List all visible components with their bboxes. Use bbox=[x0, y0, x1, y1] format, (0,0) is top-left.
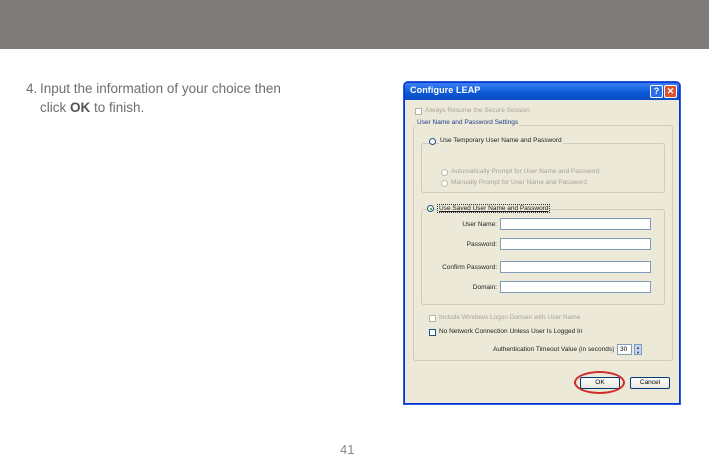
use-saved-radio[interactable] bbox=[427, 205, 434, 212]
page-number: 41 bbox=[340, 442, 355, 456]
timeout-label: Authentication Timeout Value (in seconds) bbox=[493, 346, 615, 353]
instruction-line-1: Input the information of your choice then bbox=[40, 81, 281, 96]
spin-down-icon: ▼ bbox=[636, 350, 640, 355]
use-temporary-radio[interactable] bbox=[429, 138, 436, 145]
instruction-prefix: click bbox=[40, 100, 70, 115]
user-name-input[interactable] bbox=[500, 218, 651, 230]
domain-label: Domain: bbox=[472, 284, 497, 291]
credentials-group-label: User Name and Password Settings bbox=[417, 119, 519, 126]
instruction-ok-emphasis: OK bbox=[70, 100, 91, 115]
no-network-label: No Network Connection Unless User Is Logged In bbox=[439, 328, 583, 335]
ok-highlight-circle bbox=[574, 371, 625, 394]
include-domain-checkbox[interactable] bbox=[429, 315, 436, 322]
domain-input[interactable] bbox=[500, 281, 651, 293]
password-input[interactable] bbox=[500, 238, 651, 250]
ok-button[interactable]: OK bbox=[580, 377, 620, 389]
always-resume-checkbox[interactable] bbox=[415, 108, 422, 115]
instruction-suffix: to finish. bbox=[90, 100, 145, 115]
password-label: Password: bbox=[466, 241, 497, 248]
manual-prompt-label: Manually Prompt for User Name and Password bbox=[451, 179, 587, 186]
always-resume-label: Always Resume the Secure Session bbox=[425, 107, 530, 114]
dialog-title: Configure LEAP bbox=[410, 85, 481, 95]
configure-leap-dialog bbox=[404, 82, 680, 404]
manual-prompt-radio[interactable] bbox=[441, 180, 448, 187]
include-domain-label: Include Windows Logon Domain with User Name bbox=[439, 314, 581, 321]
use-saved-label: Use Saved User Name and Password bbox=[439, 205, 549, 212]
timeout-spinner[interactable] bbox=[634, 344, 642, 355]
close-button[interactable]: ✕ bbox=[664, 85, 677, 98]
timeout-input[interactable]: 30 bbox=[617, 344, 632, 355]
header-band bbox=[0, 0, 709, 49]
confirm-password-input[interactable] bbox=[500, 261, 651, 273]
no-network-checkbox[interactable] bbox=[429, 329, 436, 336]
auto-prompt-radio[interactable] bbox=[441, 169, 448, 176]
spin-up-icon: ▲ bbox=[636, 345, 640, 350]
instruction-text bbox=[26, 79, 326, 117]
dialog-titlebar bbox=[405, 83, 679, 100]
step-number: 4. bbox=[26, 81, 38, 96]
auto-prompt-label: Automatically Prompt for User Name and Password bbox=[451, 168, 600, 175]
confirm-password-label: Confirm Password: bbox=[442, 264, 497, 271]
help-button[interactable]: ? bbox=[650, 85, 663, 98]
user-name-label: User Name: bbox=[462, 221, 497, 228]
use-temporary-label: Use Temporary User Name and Password bbox=[440, 137, 562, 144]
cancel-button[interactable]: Cancel bbox=[630, 377, 670, 389]
